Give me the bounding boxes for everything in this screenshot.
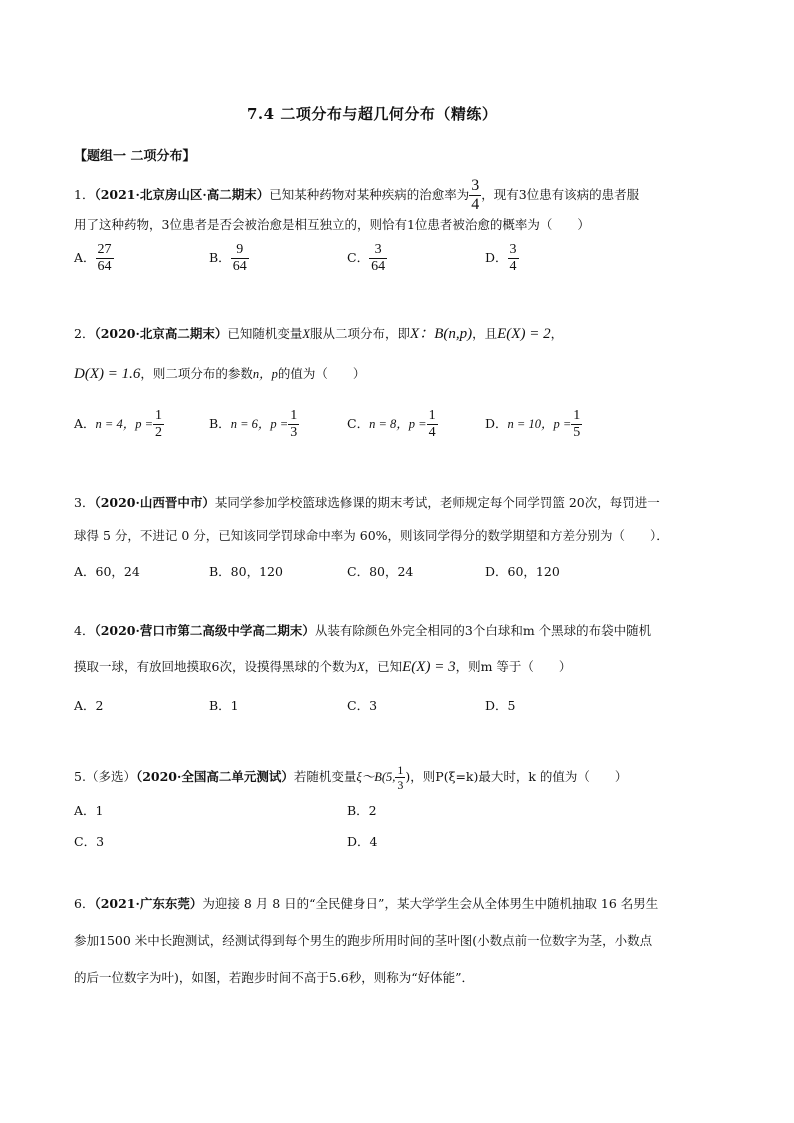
option-label: C． xyxy=(347,250,370,265)
fraction-denominator: 64 xyxy=(232,259,247,274)
question-number: 3． xyxy=(74,495,95,510)
option-b[interactable]: B．1 xyxy=(209,698,239,713)
question-source: （2020·北京高二期末） xyxy=(94,326,228,341)
option-b[interactable] xyxy=(209,243,249,274)
option-label: C． xyxy=(347,416,370,431)
question-6-line-3: 的后一位数字为叶)，如图，若跑步时间不高于5.6秒，则称为“好体能”． xyxy=(74,970,475,985)
option-c[interactable] xyxy=(347,243,387,274)
question-text: ，现有3位患有该病的患者服 xyxy=(481,187,640,202)
math-expression: ，p = xyxy=(122,417,154,431)
math-expression: ，p = xyxy=(396,417,427,431)
question-text: 若随机变量 xyxy=(293,769,357,784)
question-source: （2021·北京房山区·高二期末） xyxy=(94,187,270,202)
question-3-line-2: 球得 5 分，不进记 0 分，已知该同学罚球命中率为 60%，则该同学得分的数学期望和方差分别为（ ）． xyxy=(74,528,669,543)
option-c[interactable]: C．3 xyxy=(347,698,378,713)
fraction-denominator: 5 xyxy=(573,425,581,440)
fraction-numerator: 1 xyxy=(290,408,298,423)
question-text: ，则m 等于（ ） xyxy=(455,659,572,674)
section-heading: 【题组一 二项分布】 xyxy=(74,149,196,164)
fraction-denominator: 4 xyxy=(509,259,517,274)
question-6-line-2: 参加1500 米中长跑测试，经测试得到每个男生的跑步所用时间的茎叶图(小数点前一位数字为茎，小数点 xyxy=(74,933,653,948)
math-expression: n = 4 xyxy=(95,417,123,431)
fraction xyxy=(508,243,519,274)
option-b[interactable]: B．2 xyxy=(347,803,377,818)
math-expression: n = 10 xyxy=(507,417,541,431)
option-a[interactable] xyxy=(74,409,164,440)
question-1-line-2: 用了这种药物，3位患者是否会被治愈是相互独立的，则恰有1位患者被治愈的概率为（ ） xyxy=(74,217,590,232)
question-source: （2020·营口市第二高级中学高二期末） xyxy=(94,623,315,638)
question-text: ，则二项分布的参数 xyxy=(140,366,253,381)
option-d[interactable]: D．4 xyxy=(347,834,378,849)
option-b[interactable] xyxy=(209,409,299,440)
question-text: 已知随机变量 xyxy=(227,326,303,341)
fraction-numerator: 1 xyxy=(428,408,436,423)
option-a[interactable]: A．2 xyxy=(74,698,104,713)
question-text: 从装有除颜色外完全相同的3个白球和m 个黑球的布袋中随机 xyxy=(314,623,652,638)
question-text: 服从二项分布，即 xyxy=(310,326,411,341)
fraction-denominator: 3 xyxy=(397,778,404,792)
option-label: B． xyxy=(209,416,231,431)
question-4-line-2 xyxy=(74,660,571,675)
fraction-denominator: 64 xyxy=(97,259,112,274)
math-variable: X xyxy=(356,660,365,674)
option-d[interactable]: D．60，120 xyxy=(485,564,560,579)
option-c[interactable]: C．80，24 xyxy=(347,564,414,579)
fraction xyxy=(395,764,405,791)
question-5 xyxy=(74,764,627,791)
math-expression: ，p = xyxy=(540,417,572,431)
fraction-numerator: 1 xyxy=(155,408,163,423)
fraction-numerator: 27 xyxy=(97,242,112,257)
math-expression: n = 6 xyxy=(230,417,258,431)
math-expression: D(X) = 1.6 xyxy=(74,366,141,382)
question-text: ，且 xyxy=(472,326,498,341)
question-source: （2021·广东东莞） xyxy=(94,896,203,911)
question-source: （2020·全国高二单元测试） xyxy=(135,769,294,784)
option-label: A． xyxy=(74,250,96,265)
fraction-numerator: 3 xyxy=(509,242,517,257)
question-tag: （多选） xyxy=(85,769,136,784)
fraction-numerator: 3 xyxy=(471,177,480,194)
question-number: 5. xyxy=(74,769,86,784)
question-number: 4． xyxy=(74,623,95,638)
math-expression: X：B(n,p) xyxy=(410,326,473,342)
question-text: ，已知 xyxy=(364,659,403,674)
fraction-denominator: 2 xyxy=(155,425,163,440)
fraction-denominator: 64 xyxy=(371,259,386,274)
option-d[interactable] xyxy=(485,243,519,274)
question-text: 为迎接 8 月 8 日的“全民健身日”，某大学学生会从全体男生中随机抽取 16 名男生 xyxy=(202,896,659,911)
question-number: 6． xyxy=(74,896,95,911)
question-2-line-2 xyxy=(74,367,365,382)
fraction-numerator: 9 xyxy=(236,242,244,257)
option-c[interactable] xyxy=(347,409,438,440)
fraction-denominator: 4 xyxy=(428,425,436,440)
math-expression: E(X) = 3 xyxy=(402,659,456,675)
option-b[interactable]: B．80，120 xyxy=(209,564,283,579)
option-d[interactable] xyxy=(485,409,582,440)
option-a[interactable]: A．60，24 xyxy=(74,564,140,579)
question-number: 2． xyxy=(74,326,95,341)
math-expression: E(X) = 2 xyxy=(497,326,551,342)
fraction-denominator: 4 xyxy=(471,196,480,213)
question-6 xyxy=(74,898,658,911)
option-label: D． xyxy=(485,416,508,431)
fraction-numerator: 1 xyxy=(397,763,404,777)
fraction-numerator: 1 xyxy=(573,408,581,423)
option-label: A． xyxy=(74,416,96,431)
option-label: B． xyxy=(209,250,231,265)
fraction xyxy=(96,243,114,274)
option-label: D． xyxy=(485,250,508,265)
question-2 xyxy=(74,327,563,342)
question-3 xyxy=(74,497,660,510)
math-variables: n，p xyxy=(252,367,278,381)
question-text: ， xyxy=(550,326,564,341)
fraction xyxy=(288,409,299,440)
fraction xyxy=(231,243,249,274)
option-a[interactable]: A．1 xyxy=(74,803,104,818)
question-text: )，则P(ξ=k)最大时，k 的值为（ ） xyxy=(405,769,628,784)
fraction xyxy=(571,409,582,440)
question-4 xyxy=(74,625,651,638)
question-text: 的值为（ ） xyxy=(277,366,366,381)
option-a[interactable] xyxy=(74,243,114,274)
fraction xyxy=(369,243,387,274)
math-variable: X xyxy=(302,327,311,341)
question-text: 已知某种药物对某种疾病的治愈率为 xyxy=(269,187,470,202)
option-c[interactable]: C．3 xyxy=(74,834,105,849)
fraction-denominator: 3 xyxy=(290,425,298,440)
option-d[interactable]: D．5 xyxy=(485,698,516,713)
question-text: 摸取一球，有放回地摸取6次，设摸得黑球的个数为 xyxy=(74,659,357,674)
math-expression: n = 8 xyxy=(369,417,397,431)
fraction-numerator: 3 xyxy=(374,242,382,257)
math-expression: ，p = xyxy=(257,417,289,431)
question-1 xyxy=(74,178,639,213)
fraction xyxy=(153,409,164,440)
question-number: 1． xyxy=(74,187,95,202)
math-expression: ξ～B(5, xyxy=(356,770,396,784)
page-title: 7.4 二项分布与超几何分布（精练） xyxy=(247,105,498,123)
question-source: （2020·山西晋中市） xyxy=(94,495,215,510)
fraction xyxy=(427,409,438,440)
question-text: 某同学参加学校篮球选修课的期末考试，老师规定每个同学罚篮 20次，每罚进一 xyxy=(214,495,660,510)
fraction xyxy=(469,178,481,213)
